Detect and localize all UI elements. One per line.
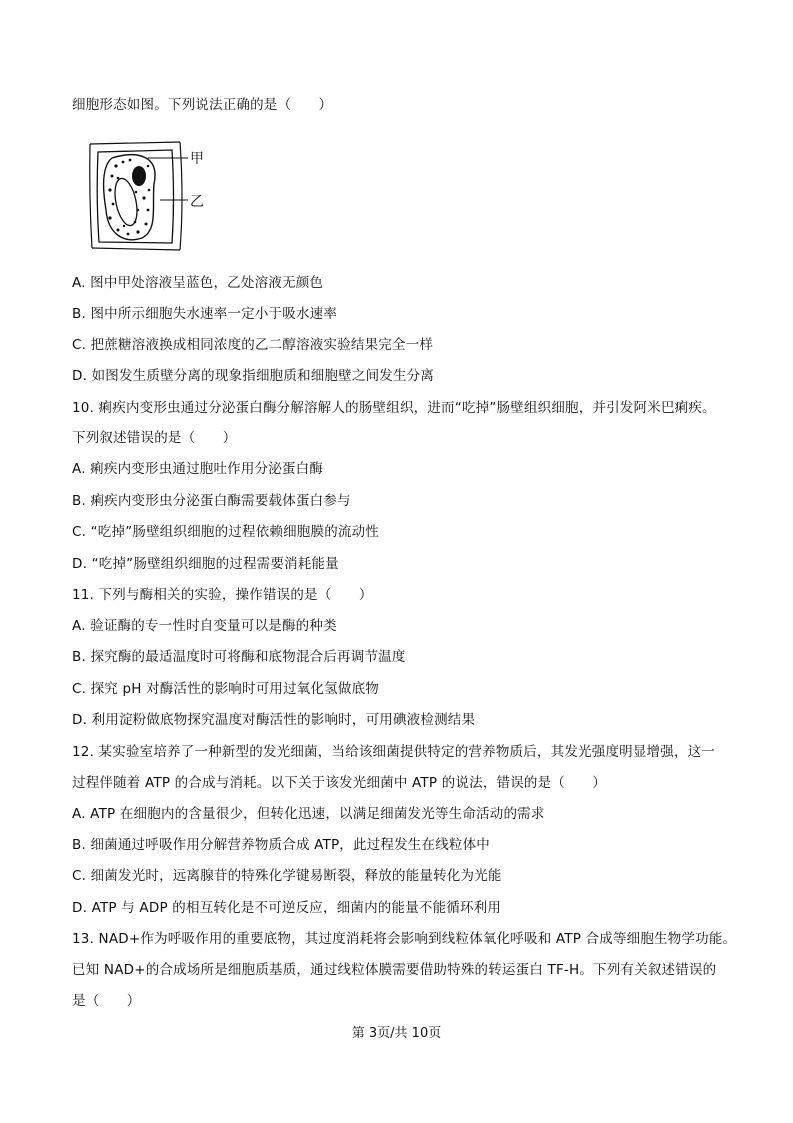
q9-option-c: C. 把蔗糖溶液换成相同浓度的乙二醇溶液实验结果完全一样	[72, 337, 434, 353]
plant-cell-diagram	[88, 138, 218, 253]
label-yi: 乙	[190, 194, 204, 210]
q9-option-a: A. 图中甲处溶液呈蓝色，乙处溶液无颜色	[72, 275, 324, 291]
q11-option-d: D. 利用淀粉做底物探究温度对酶活性的影响时，可用碘液检测结果	[72, 712, 476, 728]
q10-stem-line1: 10. 痢疾内变形虫通过分泌蛋白酶分解溶解人的肠壁组织，进而“吃掉”肠壁组织细胞，并引发阿米巴痢疾。	[72, 400, 716, 416]
q11-option-c: C. 探究 pH 对酶活性的影响时可用过氧化氢做底物	[72, 681, 380, 697]
q13-stem-line3: 是（ ）	[72, 993, 141, 1009]
q13-stem-line2: 已知 NAD+的合成场所是细胞质基质，通过线粒体膜需要借助特殊的转运蛋白 TF-H。下列有关叙述错误的	[72, 962, 717, 978]
q13-stem-line1: 13. NAD+作为呼吸作用的重要底物，其过度消耗将会影响到线粒体氧化呼吸和 ATP 合成等细胞生物学功能。	[72, 931, 737, 947]
q10-option-c: C. “吃掉”肠壁组织细胞的过程依赖细胞膜的流动性	[72, 524, 379, 540]
q12-option-d: D. ATP 与 ADP 的相互转化是不可逆反应，细菌内的能量不能循环利用	[72, 900, 502, 916]
q10-option-b: B. 痢疾内变形虫分泌蛋白酶需要载体蛋白参与	[72, 493, 351, 509]
plant-cell-figure	[88, 138, 218, 253]
q12-option-c: C. 细菌发光时，远离腺苷的特殊化学键易断裂，释放的能量转化为光能	[72, 868, 502, 884]
q11-option-b: B. 探究酶的最适温度时可将酶和底物混合后再调节温度	[72, 649, 406, 665]
q12-stem-line2: 过程伴随着 ATP 的合成与消耗。以下关于该发光细菌中 ATP 的说法，错误的是（ ）	[72, 775, 607, 791]
q11-option-a: A. 验证酶的专一性时自变量可以是酶的种类	[72, 618, 337, 634]
q9-option-d: D. 如图发生质壁分离的现象指细胞质和细胞壁之间发生分离	[72, 368, 435, 384]
q12-option-b: B. 细菌通过呼吸作用分解营养物质合成 ATP，此过程发生在线粒体中	[72, 837, 491, 853]
q10-option-a: A. 痢疾内变形虫通过胞吐作用分泌蛋白酶	[72, 461, 324, 477]
page-footer: 第 3页/共 10页	[351, 1026, 442, 1041]
q10-stem-line2: 下列叙述错误的是（ ）	[72, 430, 237, 446]
q12-stem-line1: 12. 某实验室培养了一种新型的发光细菌，当给该细菌提供特定的营养物质后，其发光强度明显增强，这一	[72, 744, 716, 760]
label-jia: 甲	[190, 151, 204, 167]
q11-stem: 11. 下列与酶相关的实验，操作错误的是（ ）	[72, 587, 373, 603]
q10-option-d: D. “吃掉”肠壁组织细胞的过程需要消耗能量	[72, 556, 339, 572]
q9-option-b: B. 图中所示细胞失水速率一定小于吸水速率	[72, 306, 338, 322]
q12-option-a: A. ATP 在细胞内的含量很少，但转化迅速，以满足细菌发光等生命活动的需求	[72, 806, 545, 822]
question-intro: 细胞形态如图。下列说法正确的是（ ）	[72, 97, 333, 113]
